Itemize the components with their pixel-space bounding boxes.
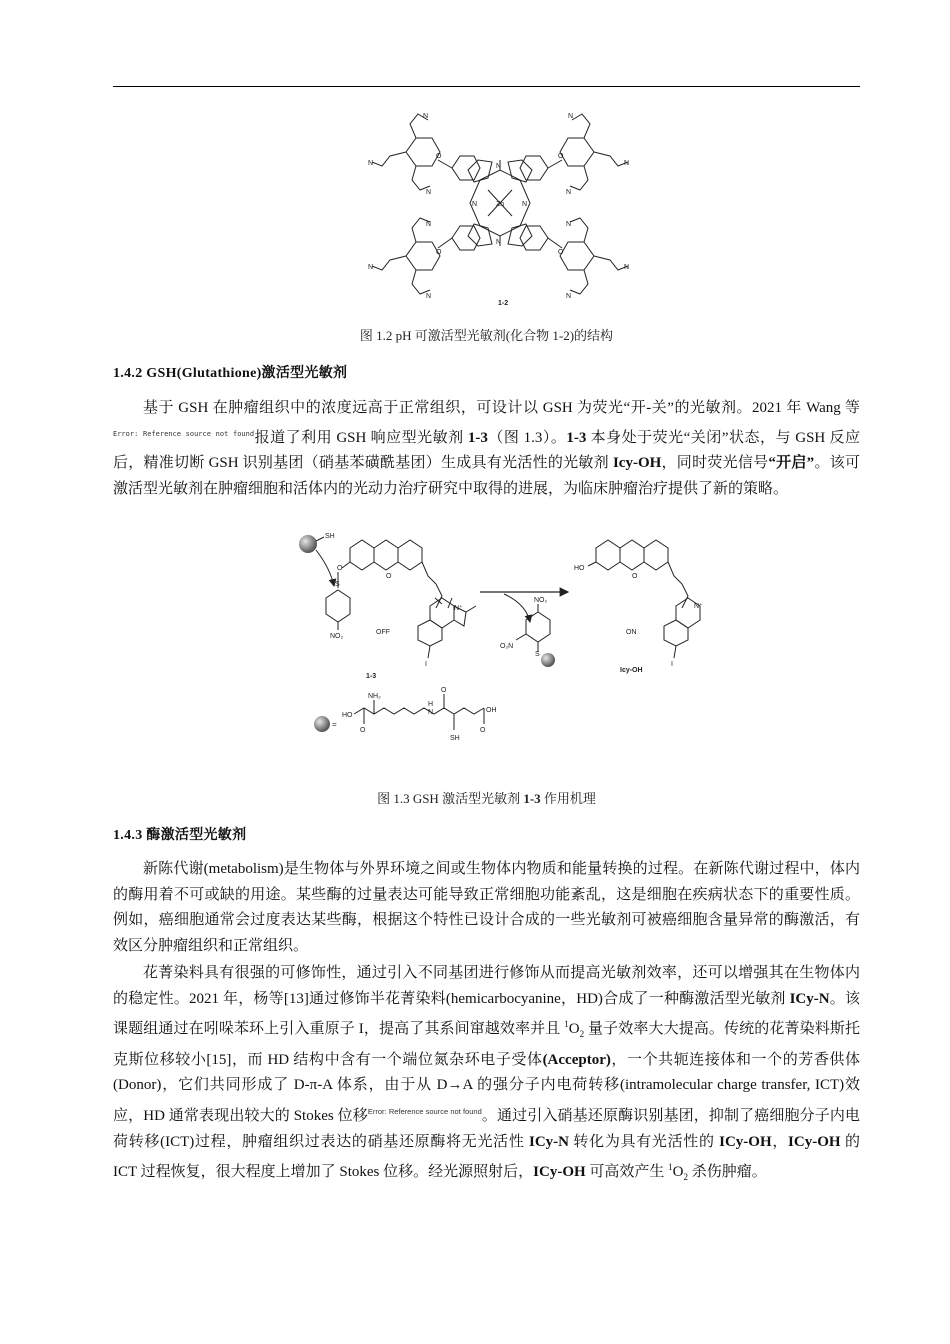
svg-text:N: N: [568, 113, 574, 120]
svg-text:O: O: [558, 249, 564, 256]
svg-text:Zn: Zn: [496, 201, 505, 208]
svg-text:O: O: [360, 727, 366, 734]
svg-text:N: N: [426, 189, 432, 196]
icy-oh-label: Icy-OH: [620, 667, 643, 674]
svg-text:S: S: [335, 581, 340, 588]
svg-text:N: N: [423, 113, 429, 120]
svg-text:N: N: [624, 264, 630, 271]
svg-text:N: N: [426, 221, 432, 228]
svg-text:SH: SH: [325, 533, 335, 540]
svg-text:=: =: [332, 720, 337, 729]
figure-1-3-mechanism: [290, 528, 710, 760]
svg-text:NH₂: NH₂: [368, 693, 381, 700]
svg-text:N: N: [624, 160, 630, 167]
svg-text:SH: SH: [450, 735, 460, 742]
svg-text:OFF: OFF: [376, 629, 390, 636]
svg-text:N⁺: N⁺: [454, 605, 463, 612]
svg-text:NO₂: NO₂: [330, 633, 344, 640]
svg-text:O: O: [480, 727, 486, 734]
figure-1-3-caption: 图 1.3 GSH 激活型光敏剂 1-3 作用机理: [377, 791, 596, 806]
reference-error-marker: Error: Reference source not found: [367, 1106, 482, 1116]
svg-text:NO₂: NO₂: [534, 597, 548, 604]
svg-text:OH: OH: [486, 707, 497, 714]
svg-text:I: I: [425, 661, 427, 668]
gsh-sphere-icon: [314, 716, 330, 732]
svg-text:N: N: [522, 201, 528, 208]
section-1-4-3-paragraph-2: 花菁染料具有很强的可修饰性，通过引入不同基团进行修饰从而提高光敏剂效率，还可以增强其在生物体内的稳定性。2021 年，杨等[13]通过修饰半花菁染料(hemicarbocyanine，HD)合成了一种酶激活型光敏剂 ICy-N。该课题组通过在吲哚苯环上引入重原子 I，提高了其系间窜越效率并且 $^1O_2$ 量子效率大大提高。传统的花菁染料斯托克斯位移较小[15]，而 HD 结构中含有一个端位氮杂环电子受体(Acceptor)，一个共轭连接体和一个的芳香供体(Donor)，它们共同形成了 D-π-A 体系，由于从 D→A 的强分子内电荷转移(intramolecular charge transfer, ICT)效应，HD 通常表现出较大的 Stokes 位移$^{Error: Reference source not found}$。通过引入硝基还原酶识别基团，抑制了癌细胞分子内电荷转移(ICT)过程，肿瘤组织过表达的硝基还原酶将无光活性 ICy-N 转化为具有光活性的 ICy-OH，ICy-OH 的 ICT 过程恢复，很大程度上增加了 Stokes 位移。经光源照射后，ICy-OH 可高效产生 $^1O_2$ 杀伤肿瘤。: [113, 965, 860, 1183]
svg-text:ON: ON: [626, 629, 637, 636]
svg-text:O₂N: O₂N: [500, 643, 514, 650]
svg-text:N: N: [566, 221, 572, 228]
svg-text:I: I: [671, 661, 673, 668]
figure-1-2-caption: 图 1.2 pH 可激活型光敏剂(化合物 1-2)的结构: [359, 328, 614, 343]
compound-1-2-label: 1-2: [498, 300, 509, 307]
svg-text:HO: HO: [574, 565, 585, 572]
svg-text:N: N: [472, 201, 478, 208]
svg-text:O: O: [436, 153, 442, 160]
svg-text:O: O: [337, 565, 343, 572]
section-1-4-3-paragraph-1: 新陈代谢(metabolism)是生物体与外界环境之间或生物体内物质和能量转换的过程。在新陈代谢过程中，体内的酶用着不可或缺的用途。某些酶的过量表达可能导致正常细胞功能紊乱，这是细胞在疾病状态下的重要性质。例如，癌细胞通常会过度表达某些酶，根据这个特性已设计合成的一些光敏剂可被癌细胞含量异常的酶激活，有效区分肿瘤组织和正常组织。: [113, 861, 860, 954]
header-rule: [113, 86, 860, 87]
svg-text:O: O: [558, 153, 564, 160]
svg-text:O: O: [441, 687, 447, 694]
svg-text:N: N: [566, 293, 572, 300]
section-1-4-3-heading: 1.4.3 酶激活型光敏剂: [113, 828, 247, 843]
svg-text:S: S: [535, 651, 540, 658]
compound-1-3-label: 1-3: [366, 673, 377, 680]
svg-text:H: H: [428, 701, 434, 708]
svg-text:N: N: [566, 189, 572, 196]
section-1-4-2-paragraph: 基于 GSH 在肿瘤组织中的浓度远高于正常组织，可设计以 GSH 为荧光“开-关”的光敏剂。2021 年 Wang 等$^{Error: Reference source not found}$报道了利用 GSH 响应型光敏剂 1-3（图 1.3）。1-3 本身处于荧光“关闭”状态，与 GSH 反应后，精准切断 GSH 识别基团（硝基苯磺酰基团）生成具有光活性的光敏剂 Icy-OH，同时荧光信号“开启”。该可激活型光敏剂在肿瘤细胞和活体内的光动力治疗研究中取得的进展，为临床肿瘤治疗提供了新的策略。: [113, 400, 860, 497]
gsh-sphere-icon: [541, 653, 555, 667]
svg-text:HO: HO: [342, 712, 353, 719]
reference-error-marker: Error: Reference source not found: [113, 429, 255, 438]
section-1-4-2-heading: 1.4.2 GSH(Glutathione)激活型光敏剂: [113, 366, 348, 381]
svg-text:N: N: [496, 163, 502, 170]
svg-text:N: N: [428, 709, 434, 716]
gsh-sphere-icon: [299, 535, 317, 553]
svg-text:O: O: [436, 249, 442, 256]
svg-text:N: N: [368, 160, 374, 167]
svg-text:N: N: [368, 264, 374, 271]
figure-1-2-structure: [360, 108, 640, 314]
svg-text:N: N: [496, 239, 502, 246]
svg-text:N: N: [426, 293, 432, 300]
svg-text:N⁺: N⁺: [694, 603, 703, 610]
svg-text:O: O: [386, 573, 392, 580]
svg-text:O: O: [632, 573, 638, 580]
